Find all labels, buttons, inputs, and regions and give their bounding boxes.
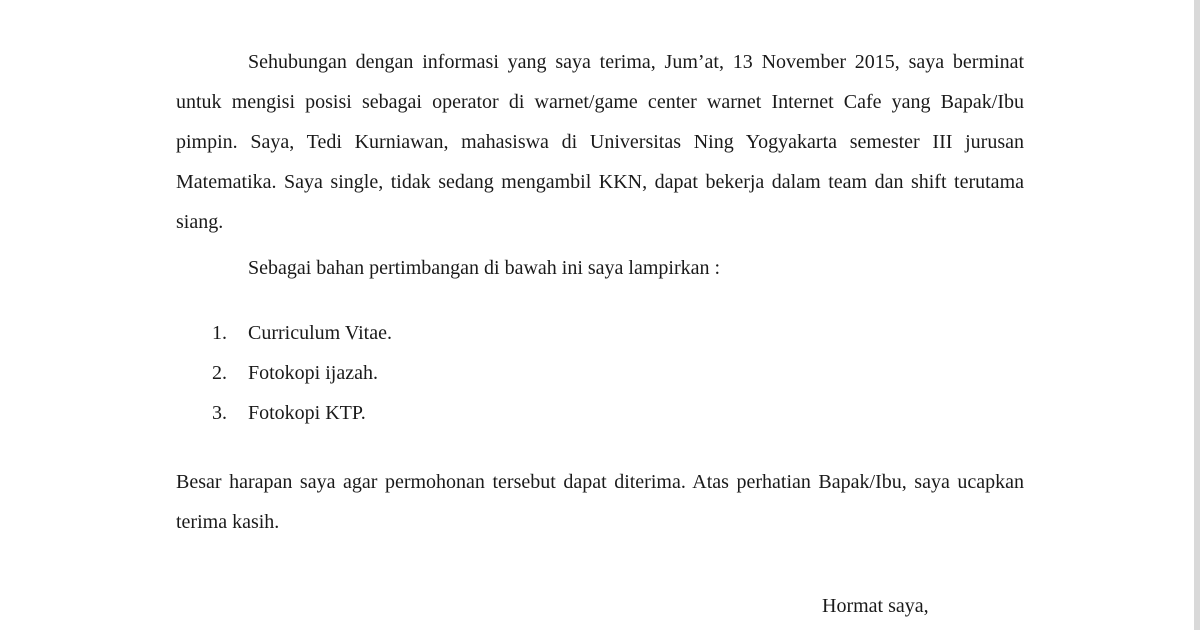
list-item-label: Curriculum Vitae. xyxy=(248,322,392,344)
paragraph-attachments-intro: Sebagai bahan pertimbangan di bawah ini saya lampirkan : xyxy=(248,257,721,279)
paragraph-intro: Sehubungan dengan informasi yang saya terima, Jum’at, 13 November 2015, saya berminat untuk mengisi posisi sebagai operator di warnet/game center warnet Internet Cafe yang Bapak/Ibu pimpin. Saya, Tedi Kurniawan, mahasiswa di Universitas Ning Yogyakarta semester III jurusan Matematika. Saya single, tidak sedang mengambil KKN, dapat bekerja dalam team dan shift terutama siang. xyxy=(176,51,1024,233)
list-item xyxy=(212,393,392,433)
list-item-number: 1. xyxy=(212,322,227,344)
letter-body xyxy=(176,0,1024,630)
list-item-number: 2. xyxy=(212,362,227,384)
list-item xyxy=(212,353,392,393)
list-item-label: Fotokopi ijazah. xyxy=(248,362,378,384)
list-item-number: 3. xyxy=(212,402,227,424)
attachment-list xyxy=(212,313,392,433)
list-item-label: Fotokopi KTP. xyxy=(248,402,366,424)
page-edge-divider xyxy=(1194,0,1200,630)
list-item xyxy=(212,313,392,353)
signoff: Hormat saya, xyxy=(822,595,929,617)
paragraph-closing: Besar harapan saya agar permohonan tersebut dapat diterima. Atas perhatian Bapak/Ibu, saya ucapkan terima kasih. xyxy=(176,471,1024,533)
